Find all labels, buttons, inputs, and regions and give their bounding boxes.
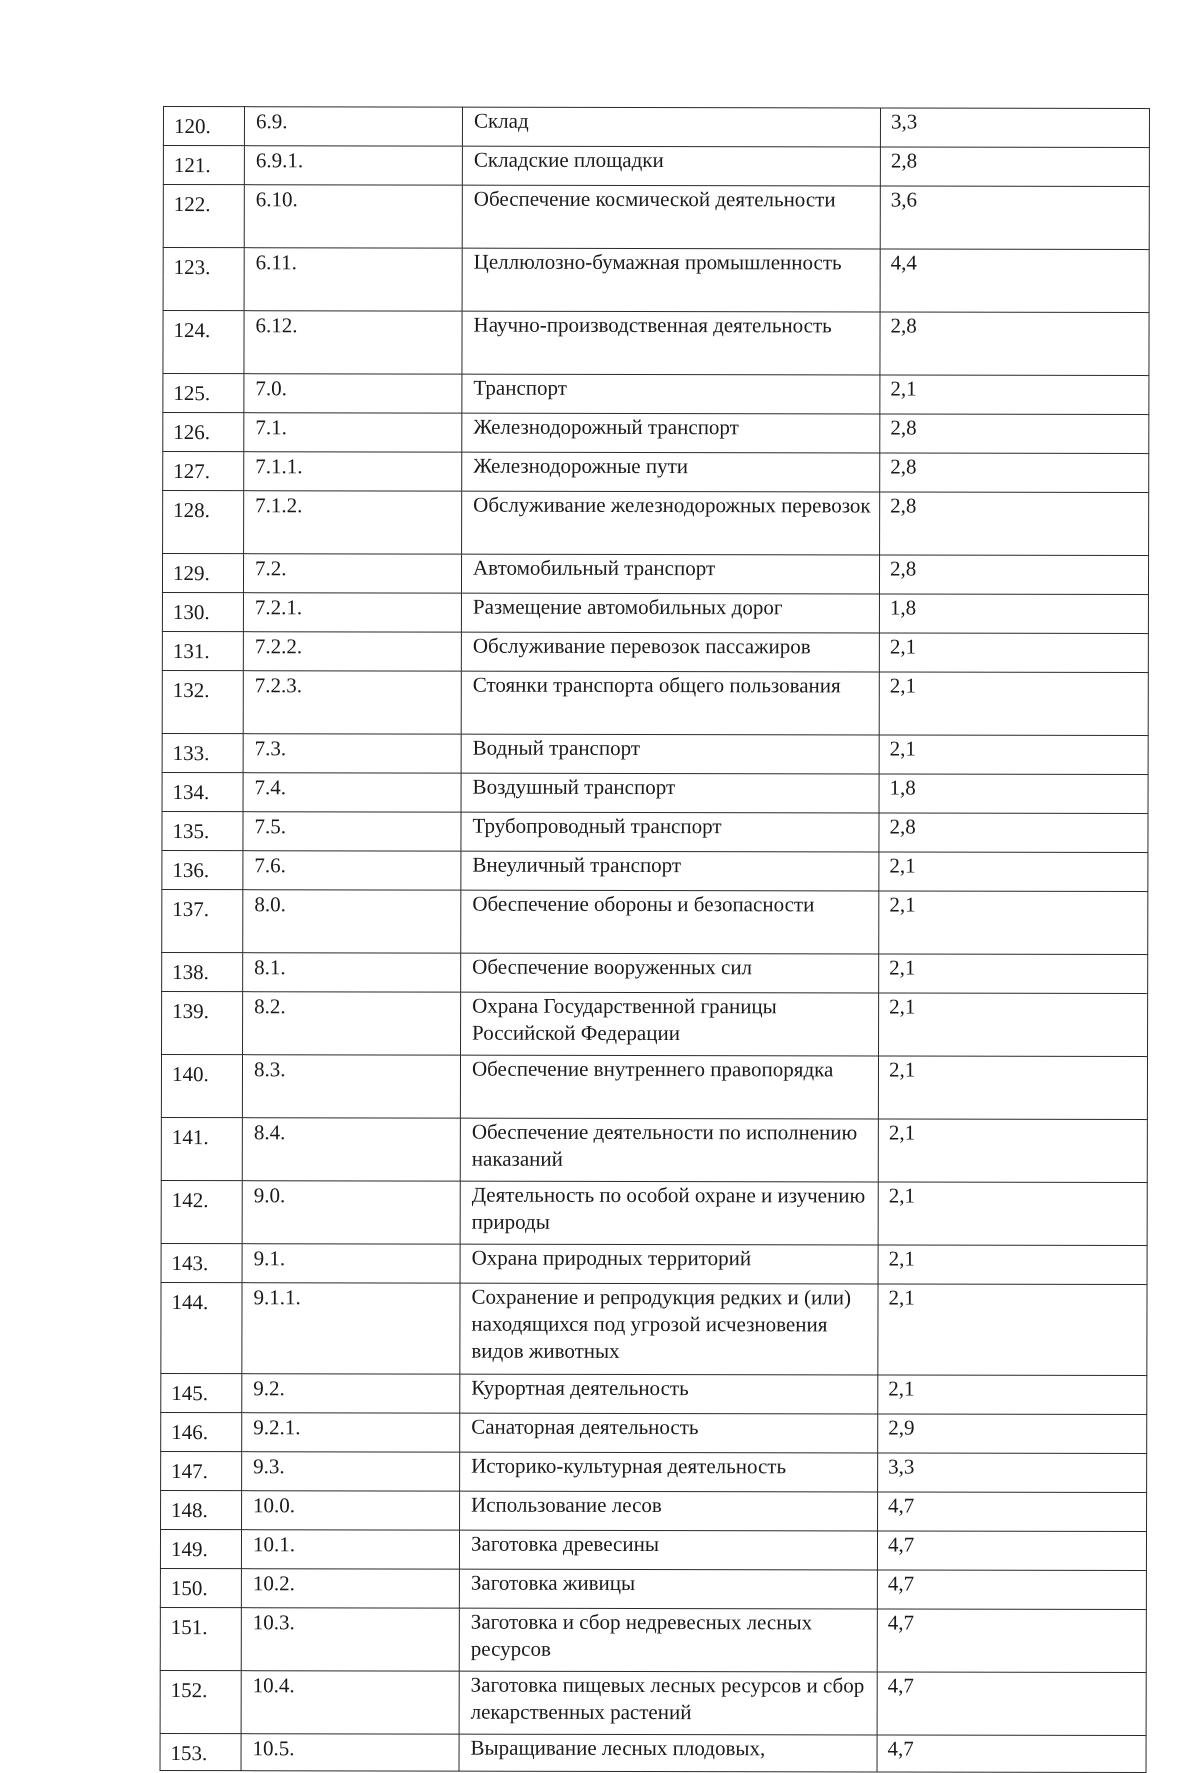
coefficient-cell: 2,8 xyxy=(880,453,1149,493)
table-row xyxy=(163,491,1149,556)
row-number-cell: 147. xyxy=(161,1451,242,1490)
classification-code-cell: 6.9.1. xyxy=(244,146,462,185)
table-row xyxy=(163,146,1149,187)
coefficient-cell: 4,7 xyxy=(877,1609,1146,1673)
table-row xyxy=(162,952,1148,993)
land-use-name-cell: Трубопроводный транспорт xyxy=(461,812,879,852)
coefficient-cell: 3,6 xyxy=(880,186,1149,250)
coefficient-cell: 2,1 xyxy=(879,891,1148,955)
classification-code-cell: 8.2. xyxy=(243,992,461,1055)
row-number-cell: 121. xyxy=(163,146,244,185)
table-row xyxy=(162,593,1148,634)
table-row xyxy=(160,1568,1146,1609)
coefficient-cell: 4,4 xyxy=(880,249,1149,313)
classification-code-cell: 7.1.1. xyxy=(244,452,462,491)
row-number-cell: 150. xyxy=(160,1568,241,1607)
table-row xyxy=(162,772,1148,813)
coefficient-cell: 2,1 xyxy=(878,1056,1147,1120)
row-number-cell: 143. xyxy=(161,1243,242,1282)
land-use-name-cell: Обслуживание перевозок пассажиров xyxy=(461,632,879,672)
classification-code-cell: 9.3. xyxy=(242,1452,460,1491)
classification-code-cell: 9.2. xyxy=(242,1374,460,1413)
classification-code-cell: 9.0. xyxy=(242,1181,460,1244)
land-use-table xyxy=(160,106,1150,1773)
land-use-name-cell: Курортная деятельность xyxy=(460,1374,878,1414)
classification-code-cell: 10.2. xyxy=(241,1569,459,1608)
classification-code-cell: 7.0. xyxy=(244,374,462,413)
table-row xyxy=(161,1117,1147,1182)
land-use-name-cell: Стоянки транспорта общего пользования xyxy=(461,671,879,735)
table-row xyxy=(162,631,1148,672)
classification-code-cell: 7.2.2. xyxy=(243,632,461,671)
classification-code-cell: 10.0. xyxy=(242,1491,460,1530)
land-use-name-cell: Охрана Государственной границы Российской Федерации xyxy=(461,992,879,1056)
table-row xyxy=(160,1733,1146,1772)
table-row xyxy=(163,374,1149,415)
table-row xyxy=(161,1054,1147,1119)
land-use-name-cell: Санаторная деятельность xyxy=(460,1413,878,1453)
table-row xyxy=(162,889,1148,954)
table-row xyxy=(162,811,1148,852)
table-row xyxy=(161,1282,1147,1375)
table-body xyxy=(160,107,1149,1773)
classification-code-cell: 7.5. xyxy=(243,812,461,851)
coefficient-cell: 2,1 xyxy=(878,1245,1147,1285)
classification-code-cell: 8.0. xyxy=(243,890,461,953)
table-row xyxy=(163,452,1149,493)
row-number-cell: 131. xyxy=(162,631,243,670)
row-number-cell: 137. xyxy=(162,889,243,952)
land-use-name-cell: Заготовка древесины xyxy=(459,1530,877,1570)
row-number-cell: 136. xyxy=(162,850,243,889)
land-use-name-cell: Обслуживание железнодорожных перевозок xyxy=(462,491,880,555)
land-use-name-cell: Использование лесов xyxy=(460,1491,878,1531)
land-use-name-cell: Охрана природных территорий xyxy=(460,1244,878,1284)
coefficient-cell: 3,3 xyxy=(878,1453,1147,1493)
classification-code-cell: 8.3. xyxy=(242,1055,460,1118)
classification-code-cell: 7.1. xyxy=(244,413,462,452)
land-use-name-cell: Водный транспорт xyxy=(461,734,879,774)
classification-code-cell: 7.6. xyxy=(243,851,461,890)
classification-code-cell: 9.2.1. xyxy=(242,1413,460,1452)
table-row xyxy=(161,1373,1147,1414)
table-row xyxy=(162,670,1148,735)
land-use-name-cell: Выращивание лесных плодовых, xyxy=(459,1734,877,1772)
land-use-name-cell: Научно-производственная деятельность xyxy=(462,311,880,375)
table-row xyxy=(163,248,1149,313)
land-use-name-cell: Заготовка и сбор недревесных лесных ресурсов xyxy=(459,1608,877,1672)
row-number-cell: 142. xyxy=(161,1180,242,1243)
land-use-name-cell: Историко-культурная деятельность xyxy=(460,1452,878,1492)
land-use-name-cell: Целлюлозно-бумажная промышленность xyxy=(462,248,880,312)
row-number-cell: 129. xyxy=(162,554,243,593)
row-number-cell: 130. xyxy=(162,593,243,632)
coefficient-cell: 2,1 xyxy=(879,852,1148,892)
coefficient-cell: 2,8 xyxy=(879,555,1148,595)
table-row xyxy=(160,1529,1146,1570)
coefficient-cell: 4,7 xyxy=(877,1735,1146,1773)
row-number-cell: 151. xyxy=(160,1607,241,1670)
land-use-name-cell: Складские площадки xyxy=(462,146,880,186)
table-row xyxy=(161,1243,1147,1284)
classification-code-cell: 7.4. xyxy=(243,773,461,812)
coefficient-cell: 4,7 xyxy=(877,1570,1146,1610)
table-row xyxy=(163,185,1149,250)
land-use-name-cell: Транспорт xyxy=(462,374,880,414)
land-use-name-cell: Внеуличный транспорт xyxy=(461,851,879,891)
table-row xyxy=(161,1412,1147,1453)
land-use-name-cell: Железнодорожные пути xyxy=(462,452,880,492)
coefficient-cell: 4,7 xyxy=(877,1672,1146,1736)
row-number-cell: 124. xyxy=(163,311,244,374)
table-row xyxy=(161,1451,1147,1492)
land-use-name-cell: Заготовка пищевых лесных ресурсов и сбор лекарственных растений xyxy=(459,1671,877,1735)
coefficient-cell: 2,1 xyxy=(879,954,1148,994)
land-use-name-cell: Обеспечение космической деятельности xyxy=(462,185,880,249)
coefficient-cell: 1,8 xyxy=(879,774,1148,814)
table-row xyxy=(161,1490,1147,1531)
coefficient-cell: 2,1 xyxy=(879,735,1148,775)
table-row xyxy=(163,413,1149,454)
classification-code-cell: 9.1.1. xyxy=(242,1283,460,1374)
land-use-name-cell: Автомобильный транспорт xyxy=(461,554,879,594)
row-number-cell: 149. xyxy=(160,1529,241,1568)
coefficient-cell: 2,1 xyxy=(878,1375,1147,1415)
table-row xyxy=(163,311,1149,376)
land-use-name-cell: Железнодорожный транспорт xyxy=(462,413,880,453)
coefficient-cell: 4,7 xyxy=(878,1492,1147,1532)
row-number-cell: 134. xyxy=(162,772,243,811)
classification-code-cell: 7.2.1. xyxy=(243,593,461,632)
coefficient-cell: 1,8 xyxy=(879,594,1148,634)
row-number-cell: 146. xyxy=(161,1412,242,1451)
table-row xyxy=(161,1180,1147,1245)
row-number-cell: 125. xyxy=(163,374,244,413)
coefficient-cell: 2,1 xyxy=(878,1284,1147,1376)
row-number-cell: 153. xyxy=(160,1733,241,1770)
row-number-cell: 128. xyxy=(163,491,244,554)
classification-code-cell: 6.10. xyxy=(244,185,462,248)
row-number-cell: 123. xyxy=(163,248,244,311)
table-row xyxy=(160,1607,1146,1672)
table-row xyxy=(162,554,1148,595)
land-use-name-cell: Деятельность по особой охране и изучению природы xyxy=(460,1181,878,1245)
classification-code-cell: 10.3. xyxy=(241,1608,459,1671)
land-use-name-cell: Воздушный транспорт xyxy=(461,773,879,813)
land-use-name-cell: Сохранение и репродукция редких и (или) находящихся под угрозой исчезновения видов животных xyxy=(460,1283,878,1375)
land-use-name-cell: Обеспечение внутреннего правопорядка xyxy=(460,1055,878,1119)
coefficient-cell: 2,8 xyxy=(880,312,1149,376)
row-number-cell: 120. xyxy=(163,107,244,146)
row-number-cell: 132. xyxy=(162,670,243,733)
table-row xyxy=(162,991,1148,1056)
land-use-name-cell: Обеспечение деятельности по исполнению наказаний xyxy=(460,1118,878,1182)
classification-code-cell: 8.4. xyxy=(242,1118,460,1181)
row-number-cell: 140. xyxy=(161,1054,242,1117)
row-number-cell: 144. xyxy=(161,1282,242,1373)
classification-code-cell: 7.2. xyxy=(243,554,461,593)
row-number-cell: 138. xyxy=(162,952,243,991)
land-use-name-cell: Размещение автомобильных дорог xyxy=(461,593,879,633)
classification-code-cell: 10.5. xyxy=(241,1734,459,1771)
row-number-cell: 122. xyxy=(163,185,244,248)
coefficient-cell: 2,8 xyxy=(880,147,1149,187)
row-number-cell: 126. xyxy=(163,413,244,452)
classification-code-cell: 6.11. xyxy=(244,248,462,311)
row-number-cell: 135. xyxy=(162,811,243,850)
land-use-name-cell: Обеспечение вооруженных сил xyxy=(461,953,879,993)
table-row xyxy=(160,1670,1146,1735)
row-number-cell: 152. xyxy=(160,1670,241,1733)
classification-code-cell: 6.12. xyxy=(244,311,462,374)
classification-code-cell: 6.9. xyxy=(244,107,462,146)
land-use-name-cell: Склад xyxy=(462,107,880,147)
table-row xyxy=(162,850,1148,891)
coefficient-cell: 2,1 xyxy=(880,375,1149,415)
row-number-cell: 133. xyxy=(162,733,243,772)
table-row xyxy=(163,107,1149,148)
classification-code-cell: 7.1.2. xyxy=(244,491,462,554)
row-number-cell: 141. xyxy=(161,1117,242,1180)
coefficient-cell: 2,1 xyxy=(879,993,1148,1057)
table-row xyxy=(162,733,1148,774)
classification-code-cell: 10.4. xyxy=(241,1671,459,1734)
coefficient-cell: 2,1 xyxy=(879,672,1148,736)
classification-code-cell: 9.1. xyxy=(242,1244,460,1283)
coefficient-cell: 2,9 xyxy=(878,1414,1147,1454)
classification-code-cell: 7.2.3. xyxy=(243,671,461,734)
classification-code-cell: 7.3. xyxy=(243,734,461,773)
coefficient-cell: 3,3 xyxy=(880,108,1149,148)
row-number-cell: 145. xyxy=(161,1373,242,1412)
coefficient-cell: 2,1 xyxy=(879,633,1148,673)
coefficient-cell: 2,1 xyxy=(878,1182,1147,1246)
coefficient-cell: 2,8 xyxy=(880,492,1149,556)
row-number-cell: 148. xyxy=(161,1490,242,1529)
coefficient-cell: 4,7 xyxy=(877,1531,1146,1571)
classification-code-cell: 10.1. xyxy=(241,1530,459,1569)
land-use-name-cell: Обеспечение обороны и безопасности xyxy=(461,890,879,954)
land-use-name-cell: Заготовка живицы xyxy=(459,1569,877,1609)
coefficient-cell: 2,1 xyxy=(878,1119,1147,1183)
coefficient-cell: 2,8 xyxy=(879,813,1148,853)
coefficient-cell: 2,8 xyxy=(880,414,1149,454)
row-number-cell: 139. xyxy=(162,991,243,1054)
classification-code-cell: 8.1. xyxy=(243,953,461,992)
row-number-cell: 127. xyxy=(163,452,244,491)
